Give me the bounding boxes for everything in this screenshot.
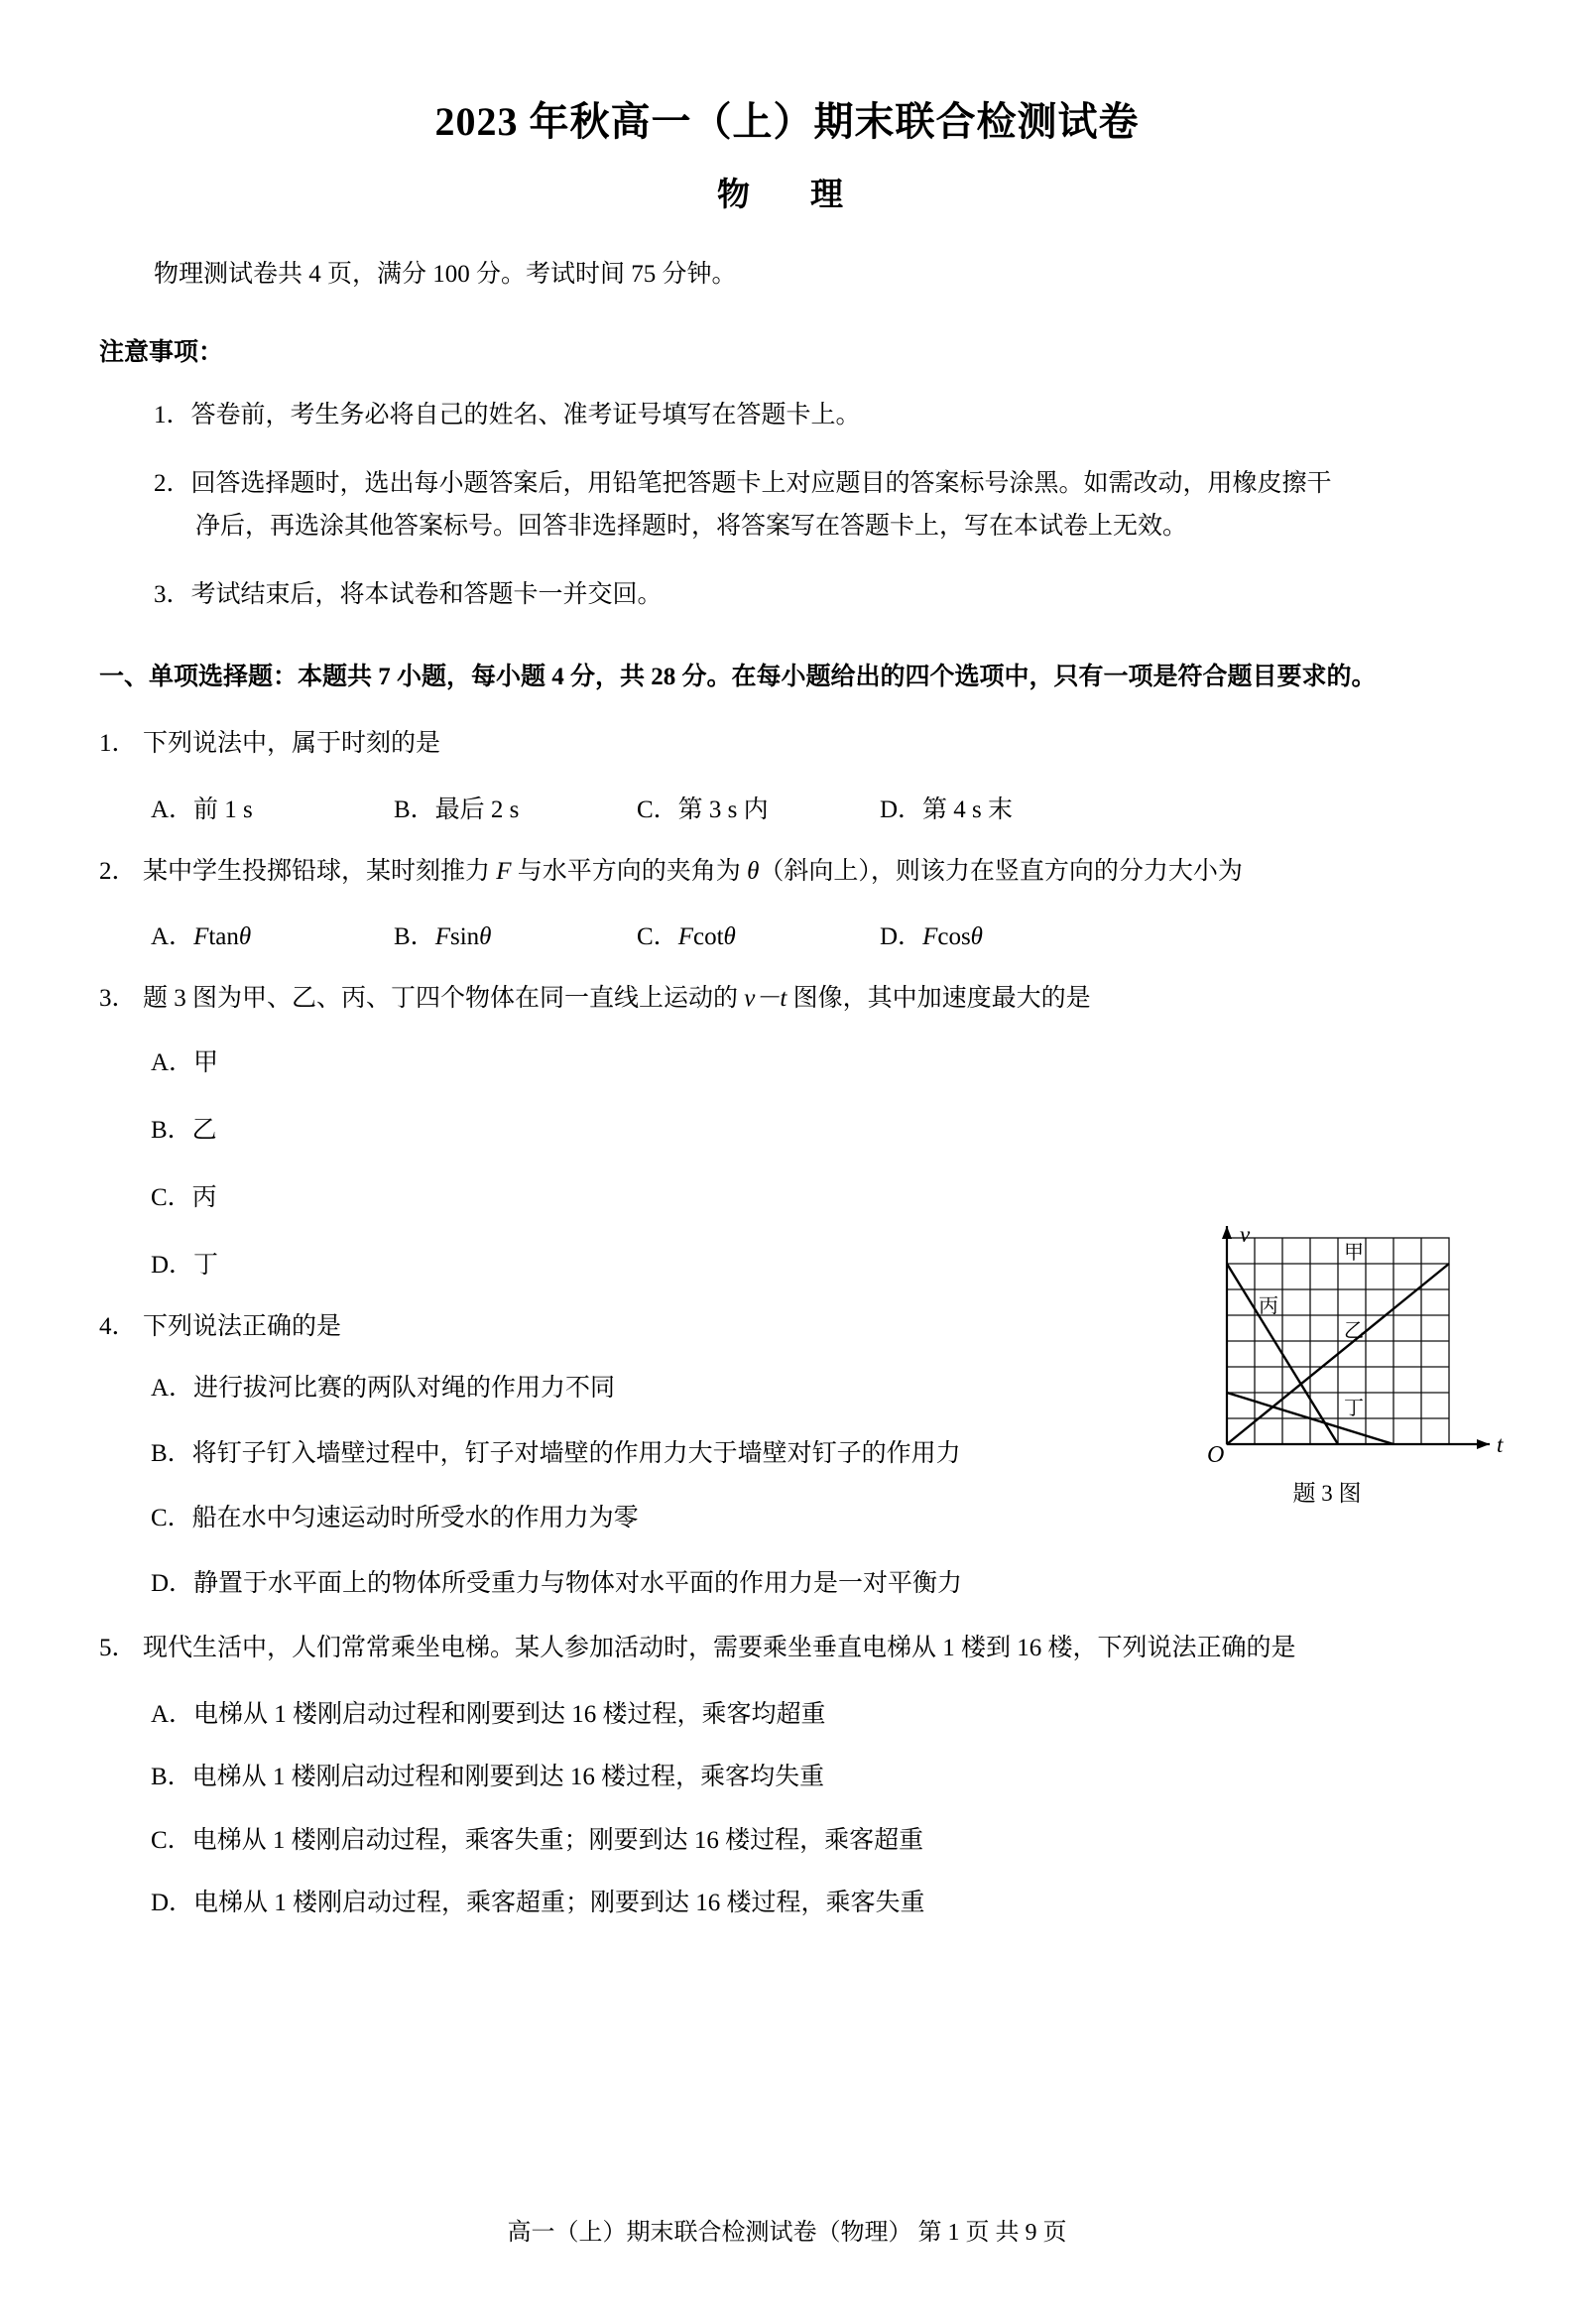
option-c[interactable] [637, 917, 880, 952]
series-label-ding: 丁 [1344, 1398, 1364, 1419]
question-stem [99, 1306, 1475, 1349]
option-a[interactable]: A．进行拔河比赛的两队对绳的作用力不同 [151, 1375, 616, 1402]
option-c[interactable]: C．电梯从 1 楼刚启动过程，乘客失重；刚要到达 16 楼过程，乘客超重 [151, 1826, 924, 1854]
notice-number: 3． [154, 581, 191, 608]
question-stem [99, 1628, 1475, 1670]
series-label-jia: 甲 [1344, 1242, 1364, 1264]
option-b[interactable]: B．乙 [151, 1116, 217, 1144]
question-number: 1． [99, 730, 137, 757]
question-options [151, 790, 1475, 825]
question-options [151, 1370, 1475, 1602]
page-title: 2023 年秋高一（上）期末联合检测试卷 [434, 99, 1140, 144]
option-d[interactable]: D．静置于水平面上的物体所受重力与物体对水平面的作用力是一对平衡力 [151, 1569, 963, 1597]
option-a[interactable]: A．甲 [151, 1048, 219, 1076]
option-b[interactable]: B．将钉子钉入墙壁过程中，钉子对墙壁的作用力大于墙壁对钉子的作用力 [151, 1439, 961, 1467]
option-a[interactable]: A．电梯从 1 楼刚启动过程和刚要到达 16 楼过程，乘客均超重 [151, 1700, 826, 1728]
notice-heading: 注意事项： [99, 339, 224, 366]
option-label: C． [637, 923, 678, 950]
option-a[interactable]: A．前 1 s [151, 795, 253, 823]
y-axis-arrow [1222, 1226, 1232, 1239]
notice-item [154, 394, 1475, 436]
question-number: 5． [99, 1635, 137, 1661]
question-number: 3． [99, 985, 137, 1012]
series-label-yi: 乙 [1344, 1320, 1364, 1342]
symbol-theta: θ [238, 923, 252, 950]
figure-caption: 题 3 图 [1292, 1481, 1362, 1506]
question-text: 现代生活中，人们常常乘坐电梯。某人参加活动时，需要乘坐垂直电梯从 1 楼到 16 楼，下列说法正确的是 [143, 1635, 1296, 1661]
trig-function: sin [449, 923, 480, 950]
option-b[interactable]: B．电梯从 1 楼刚启动过程和刚要到达 16 楼过程，乘客均失重 [151, 1764, 825, 1790]
question-options [151, 917, 1475, 952]
subject-title: 物 理 [717, 178, 857, 213]
stem-part-2: 图像，其中加速度最大的是 [787, 985, 1091, 1012]
stem-part-1: 题 3 图为甲、乙、丙、丁四个物体在同一直线上运动的 [143, 985, 745, 1012]
symbol-theta: θ [723, 923, 736, 950]
question-number: 2． [99, 857, 137, 885]
symbol-force: F [496, 857, 512, 885]
notice-text: 答卷前，考生务必将自己的姓名、准考证号填写在答题卡上。 [190, 402, 861, 428]
option-d[interactable]: D．电梯从 1 楼刚启动过程，乘客超重；刚要到达 16 楼过程，乘客失重 [151, 1890, 925, 1916]
symbol-force: F [434, 923, 450, 950]
symbol-vt: v－t [744, 985, 787, 1012]
symbol-force: F [922, 923, 938, 950]
option-b[interactable]: B．最后 2 s [394, 795, 520, 823]
notice-number: 1． [154, 402, 191, 428]
stem-part-3: （斜向上），则该力在竖直方向的分力大小为 [759, 857, 1243, 885]
question-4 [99, 1306, 1475, 1603]
notice-item [154, 573, 1475, 616]
question-text [143, 978, 1475, 1021]
option-d[interactable]: D．丁 [151, 1251, 219, 1279]
stem-part-1: 某中学生投掷铅球，某时刻推力 [143, 857, 497, 885]
option-d[interactable] [880, 917, 1123, 952]
origin-label: O [1207, 1442, 1225, 1466]
option-label: B． [394, 923, 435, 950]
section-heading-detail: 本题共 7 小题，每小题 4 分，共 28 分。在每小题给出的四个选项中，只有一项是符合题目要求的。 [298, 664, 1377, 690]
notice-text: 回答选择题时，选出每小题答案后，用铅笔把答题卡上对应题目的答案标号涂黑。如需改动，用橡皮擦干 [190, 470, 1332, 497]
x-axis-label: t [1497, 1432, 1504, 1457]
stem-part-2: 与水平方向的夹角为 [511, 857, 748, 885]
symbol-force: F [193, 923, 209, 950]
question-stem [99, 978, 1475, 1021]
section-heading-label: 一、单项选择题： [99, 664, 299, 690]
question-stem [99, 851, 1475, 894]
trig-function: cos [937, 923, 971, 950]
exam-page [0, 97, 1574, 2324]
page-footer: 高一（上）期末联合检测试卷（物理） 第 1 页 共 9 页 [507, 2220, 1067, 2246]
y-axis-label: v [1240, 1222, 1251, 1247]
question-text: 下列说法正确的是 [143, 1312, 342, 1340]
section-heading [99, 658, 1475, 697]
question-5 [99, 1628, 1475, 1922]
exam-intro: 物理测试卷共 4 页，满分 100 分。考试时间 75 分钟。 [154, 261, 737, 288]
trig-function: cot [692, 923, 724, 950]
question-options [151, 1696, 1475, 1922]
symbol-theta: θ [970, 923, 983, 950]
option-c[interactable]: C．船在水中匀速运动时所受水的作用力为零 [151, 1505, 639, 1531]
x-axis-arrow [1477, 1439, 1490, 1449]
question-text [143, 851, 1475, 894]
question-stem [99, 723, 1475, 766]
question-number: 4． [99, 1312, 137, 1340]
option-d[interactable]: D．第 4 s 末 [880, 795, 1014, 823]
option-label: A． [151, 923, 194, 950]
notice-text-continued: 净后，再选涂其他答案标号。回答非选择题时，将答案写在答题卡上，写在本试卷上无效。 [195, 513, 1188, 540]
option-a[interactable] [151, 917, 394, 952]
option-c[interactable]: C．第 3 s 内 [637, 795, 769, 823]
series-label-bing: 丙 [1259, 1295, 1278, 1317]
notice-text: 考试结束后，将本试卷和答题卡一并交回。 [190, 581, 663, 608]
symbol-force: F [677, 923, 693, 950]
symbol-theta: θ [479, 923, 492, 950]
option-b[interactable] [394, 917, 637, 952]
question-text: 下列说法中，属于时刻的是 [143, 730, 441, 757]
option-c[interactable]: C．丙 [151, 1183, 217, 1211]
question-1 [99, 723, 1475, 825]
trig-function: tan [208, 923, 239, 950]
question-options [151, 1042, 666, 1281]
question-2 [99, 851, 1475, 953]
symbol-theta: θ [747, 857, 760, 885]
option-label: D． [880, 923, 923, 950]
notice-number: 2． [154, 470, 191, 497]
notice-item [154, 462, 1475, 548]
